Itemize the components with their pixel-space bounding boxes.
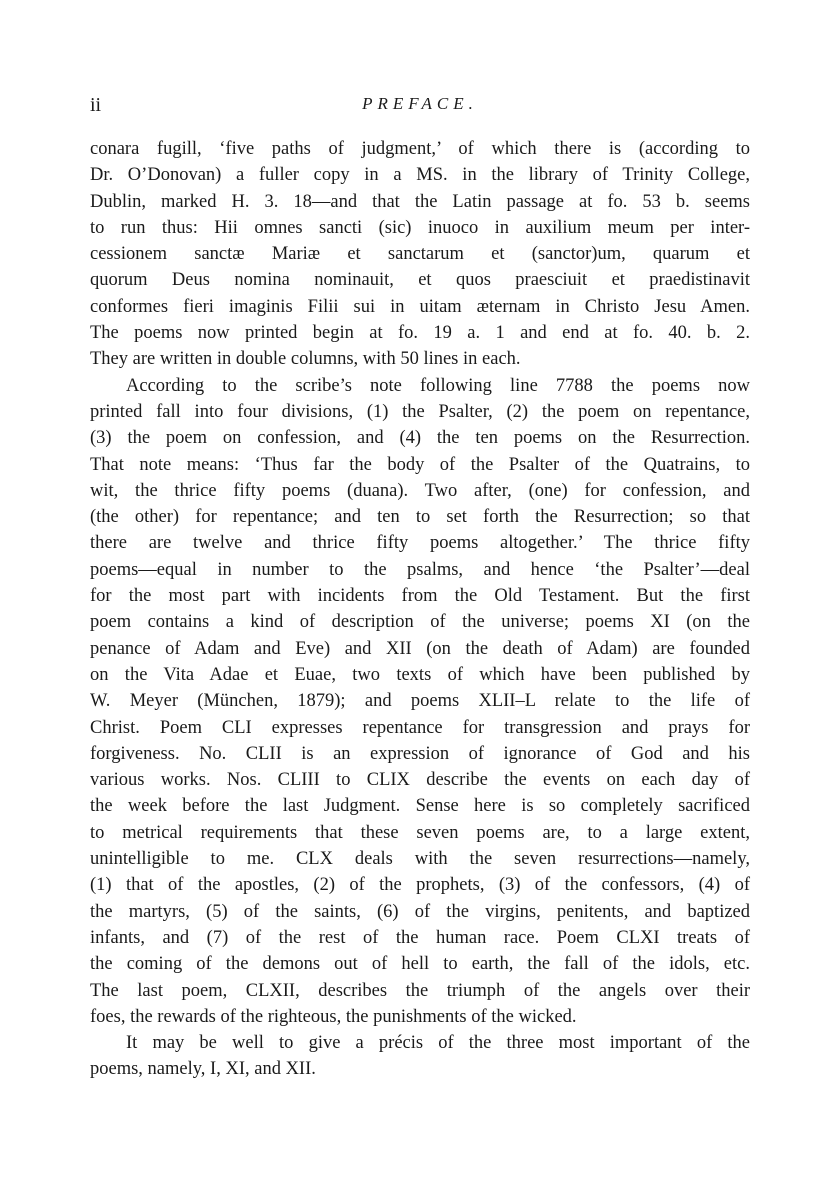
text-line: (1) that of the apostles, (2) of the prophets, (3) of the confessors, (4) of [90,875,750,896]
text-line: conara fugill, ‘five paths of judgment,’ of which there is (according to [90,139,750,159]
text-line: on the Vita Adae et Euae, two texts of which have been published by [90,664,750,685]
text-line: poems, namely, I, XI, and XII. [90,1059,316,1080]
running-title: PREFACE. [362,94,478,113]
text-line: It may be well to give a précis of the three most important of the [126,1033,750,1054]
text-line: conformes fieri imaginis Filii sui in uitam æternam in Christo Jesu Amen. [90,296,750,317]
page-number: ii [90,94,102,116]
text-line: the martyrs, (5) of the saints, (6) of the virgins, penitents, and baptized [90,901,750,922]
text-line: the week before the last Judgment. Sense here is so completely sacrificed [90,796,750,817]
preface-text [90,136,750,1083]
text-line: The last poem, CLXII, describes the triumph of the angels over their [90,980,750,1001]
text-line: unintelligible to me. CLX deals with the seven resurrections—namely, [90,849,750,870]
page-header [90,94,750,118]
text-line: infants, and (7) of the rest of the human race. Poem CLXI treats of [90,927,750,948]
text-line: W. Meyer (München, 1879); and poems XLII–L relate to the life of [90,691,750,712]
text-line: foes, the rewards of the righteous, the punishments of the wicked. [90,1006,577,1027]
text-line: They are written in double columns, with 50 lines in each. [90,349,521,370]
text-line: wit, the thrice fifty poems (duana). Two after, (one) for confession, and [90,480,750,501]
text-line: the coming of the demons out of hell to earth, the fall of the idols, etc. [90,954,750,975]
text-line: there are twelve and thrice fifty poems altogether.’ The thrice fifty [90,533,750,554]
text-line: According to the scribe’s note following line 7788 the poems now [126,375,750,396]
text-line: That note means: ‘Thus far the body of the Psalter of the Quatrains, to [90,454,750,475]
text-line: to run thus: Hii omnes sancti (sic) inuoco in auxilium meum per inter- [90,217,750,238]
text-line: cessionem sanctæ Mariæ et sanctarum et (sanctor)um, quarum et [90,244,750,265]
text-line: poem contains a kind of description of the universe; poems XI (on the [90,612,750,633]
text-line: printed fall into four divisions, (1) the Psalter, (2) the poem on repentance, [90,401,750,422]
text-line: Dr. O’Donovan) a fuller copy in a MS. in the library of Trinity College, [90,165,750,186]
text-line: Christ. Poem CLI expresses repentance for transgression and prays for [90,717,750,738]
text-line: penance of Adam and Eve) and XII (on the death of Adam) are founded [90,638,750,659]
text-line: forgiveness. No. CLII is an expression of ignorance of God and his [90,743,750,764]
text-line: to metrical requirements that these seven poems are, to a large extent, [90,822,750,843]
text-line: quorum Deus nomina nominauit, et quos praesciuit et praedistinavit [90,270,750,291]
text-line: various works. Nos. CLIII to CLIX describe the events on each day of [90,770,750,791]
text-line: poems—equal in number to the psalms, and hence ‘the Psalter’—deal [90,559,750,580]
text-line: (the other) for repentance; and ten to set forth the Resurrection; so that [90,507,750,528]
text-line: (3) the poem on confession, and (4) the ten poems on the Resurrection. [90,428,750,449]
text-line: for the most part with incidents from the Old Testament. But the first [90,586,750,607]
text-line: Dublin, marked H. 3. 18—and that the Latin passage at fo. 53 b. seems [90,191,750,212]
text-line: The poems now printed begin at fo. 19 a. 1 and end at fo. 40. b. 2. [90,323,750,344]
